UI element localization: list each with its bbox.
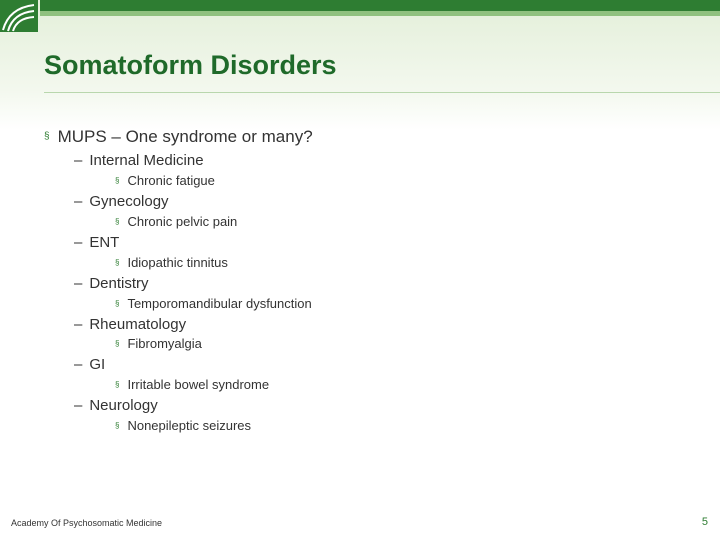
slide-title: Somatoform Disorders bbox=[44, 50, 337, 80]
main-point bbox=[44, 127, 313, 147]
specialty-item bbox=[74, 275, 149, 292]
dash-icon: – bbox=[74, 193, 83, 210]
bullet-icon: § bbox=[44, 131, 50, 142]
example-text: Temporomandibular dysfunction bbox=[127, 296, 312, 311]
specialty-name: Internal Medicine bbox=[89, 152, 204, 169]
specialty-name: GI bbox=[89, 356, 106, 373]
bullet-icon: § bbox=[115, 258, 120, 267]
bullet-icon: § bbox=[115, 176, 120, 185]
example-item bbox=[115, 173, 215, 188]
example-item bbox=[115, 418, 251, 433]
bullet-icon: § bbox=[115, 380, 120, 389]
specialty-item bbox=[74, 356, 105, 373]
example-item bbox=[115, 255, 228, 270]
dash-icon: – bbox=[74, 397, 83, 414]
specialty-name: Neurology bbox=[89, 397, 158, 414]
example-text: Irritable bowel syndrome bbox=[127, 377, 270, 392]
specialty-item bbox=[74, 234, 119, 251]
example-item bbox=[115, 377, 269, 392]
specialty-name: ENT bbox=[89, 234, 120, 251]
example-text: Nonepileptic seizures bbox=[127, 418, 252, 433]
footer-text: Academy Of Psychosomatic Medicine bbox=[11, 518, 163, 528]
dash-icon: – bbox=[74, 234, 83, 251]
page-number: 5 bbox=[701, 516, 708, 528]
dash-icon: – bbox=[74, 275, 83, 292]
specialty-name: Rheumatology bbox=[89, 316, 187, 333]
bullet-icon: § bbox=[115, 421, 120, 430]
specialty-item bbox=[74, 193, 169, 210]
example-item bbox=[115, 214, 237, 229]
bullet-icon: § bbox=[115, 339, 120, 348]
specialty-item bbox=[74, 152, 204, 169]
dash-icon: – bbox=[74, 356, 83, 373]
dash-icon: – bbox=[74, 152, 83, 169]
example-text: Fibromyalgia bbox=[127, 336, 202, 351]
specialty-name: Dentistry bbox=[89, 275, 149, 292]
bullet-icon: § bbox=[115, 299, 120, 308]
specialty-item bbox=[74, 316, 186, 333]
dash-icon: – bbox=[74, 316, 83, 333]
main-point-text: MUPS – One syndrome or many? bbox=[57, 127, 313, 146]
specialty-name: Gynecology bbox=[89, 193, 169, 210]
specialty-item bbox=[74, 397, 158, 414]
example-text: Chronic pelvic pain bbox=[127, 214, 238, 229]
example-item bbox=[115, 296, 312, 311]
example-item bbox=[115, 336, 202, 351]
example-text: Idiopathic tinnitus bbox=[127, 255, 228, 270]
bullet-icon: § bbox=[115, 217, 120, 226]
example-text: Chronic fatigue bbox=[127, 173, 215, 188]
